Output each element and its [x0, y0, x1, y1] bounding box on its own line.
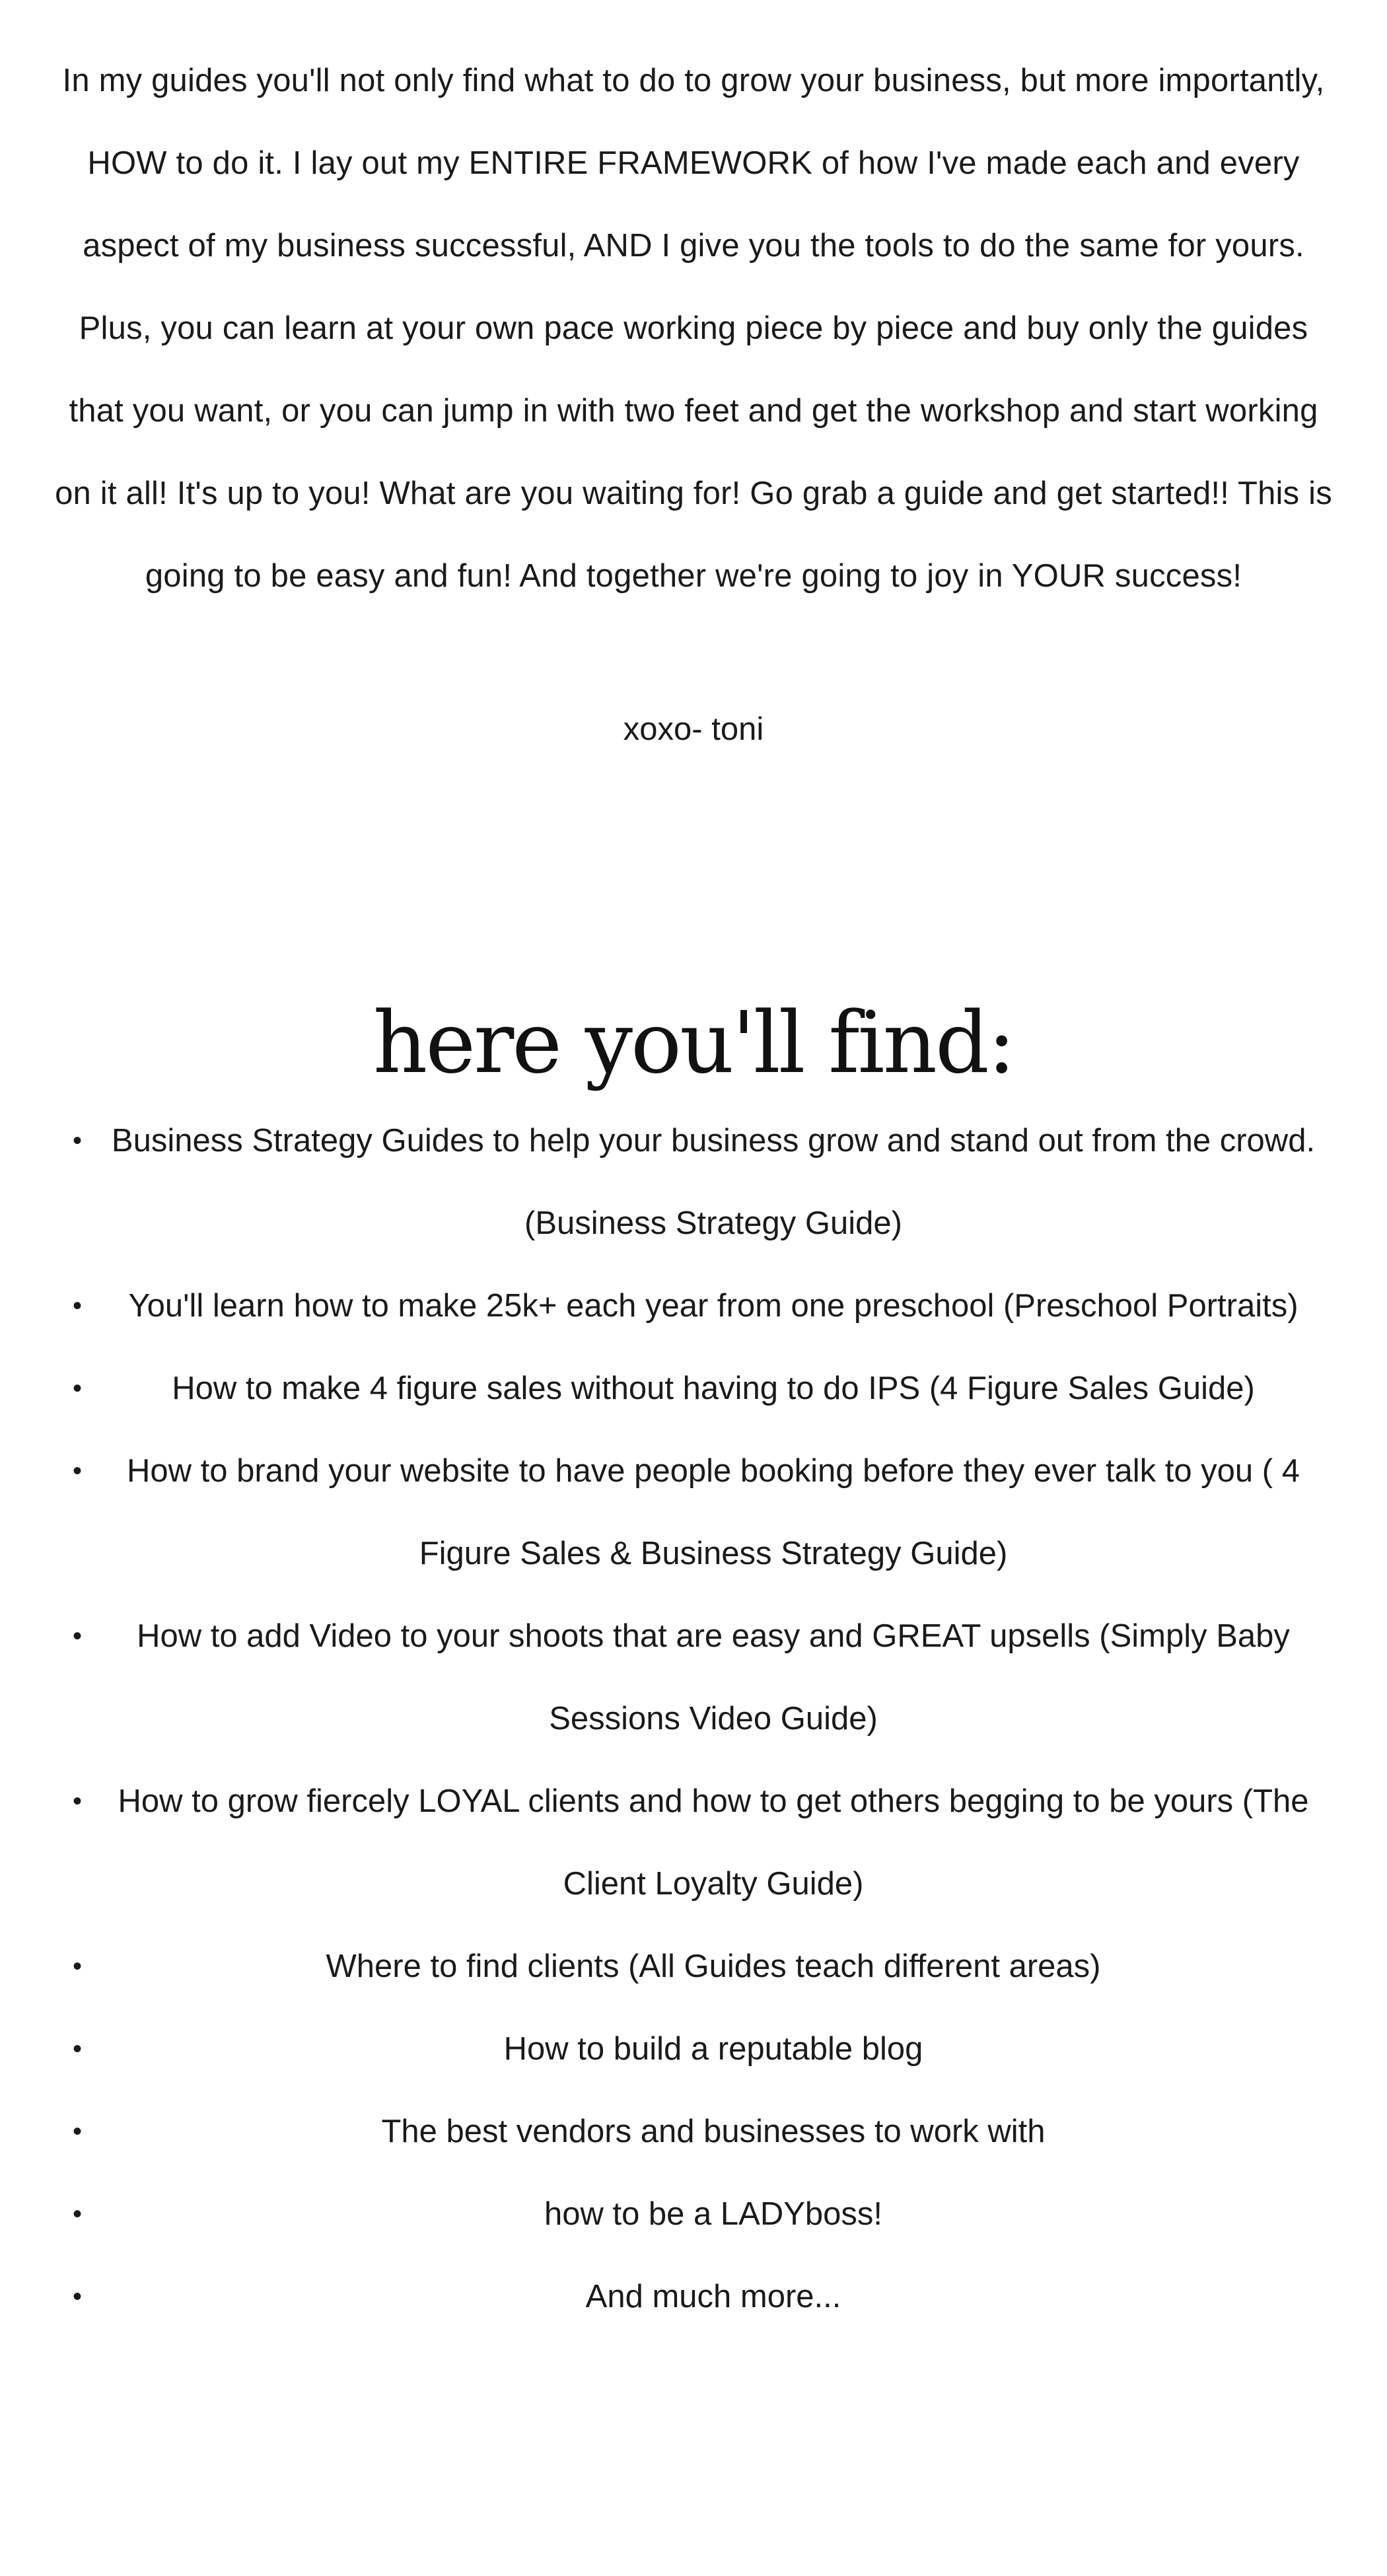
list-item — [53, 1100, 1334, 1265]
list-item — [53, 2008, 1334, 2091]
list-item — [53, 2173, 1334, 2256]
section-heading: here you'll find: — [373, 994, 1014, 1092]
list-item — [53, 1760, 1334, 1925]
bullet-icon: • — [73, 2034, 83, 2063]
bullet-icon: • — [73, 2282, 83, 2311]
list-item — [53, 1430, 1334, 1595]
list-item-text: Where to find clients (All Guides teach different areas) — [326, 1949, 1101, 1984]
bullet-icon: • — [73, 1456, 83, 1485]
list-item-text: You'll learn how to make 25k+ each year from one preschool (Preschool Portraits) — [128, 1288, 1298, 1324]
list-item-text: how to be a LADYboss! — [544, 2196, 883, 2232]
list-item-text: How to make 4 figure sales without having to do IPS (4 Figure Sales Guide) — [172, 1371, 1255, 1406]
bullet-icon: • — [73, 1374, 83, 1403]
list-item-text: Business Strategy Guides to help your business grow and stand out from the crowd. (Business Strategy Guide) — [111, 1123, 1316, 1241]
bullet-icon: • — [73, 2117, 83, 2146]
list-item — [53, 1265, 1334, 1347]
list-item — [53, 2256, 1334, 2338]
list-item-text: How to grow fiercely LOYAL clients and how to get others begging to be yours (The Client Loyalty Guide) — [118, 1783, 1309, 1902]
list-item — [53, 2091, 1334, 2173]
bullet-icon: • — [73, 1622, 83, 1651]
intro-paragraph: In my guides you'll not only find what to do to grow your business, but more importantly, HOW to do it. I lay out my ENTIRE FRAMEWORK of how I've made each and every aspect of my business successful, AND I give you the tools to do the same for yours. Plus, you can learn at your own pace working piece by piece and buy only the guides that you want, or you can jump in with two feet and get the workshop and start working on it all! It's up to you! What are you waiting for! Go grab a guide and get started!! This is going to be easy and fun! And together we're going to joy in YOUR success! — [55, 63, 1332, 594]
feature-list — [53, 1100, 1334, 2338]
bullet-icon: • — [73, 1952, 83, 1981]
list-item — [53, 1347, 1334, 1430]
list-item-text: How to brand your website to have people booking before they ever talk to you ( 4 Figure Sales & Business Strategy Guide) — [127, 1453, 1300, 1571]
bullet-icon: • — [73, 1787, 83, 1816]
list-item-text: How to build a reputable blog — [503, 2031, 923, 2067]
bullet-icon: • — [73, 1291, 83, 1320]
list-item — [53, 1925, 1334, 2008]
bullet-icon: • — [73, 1126, 83, 1155]
bullet-icon: • — [73, 2200, 83, 2229]
list-item-text: And much more... — [585, 2279, 841, 2314]
list-item — [53, 1595, 1334, 1760]
list-item-text: The best vendors and businesses to work with — [381, 2114, 1046, 2149]
list-item-text: How to add Video to your shoots that are easy and GREAT upsells (Simply Baby Sessions Video Guide) — [137, 1618, 1290, 1736]
signoff: xoxo- toni — [623, 711, 764, 747]
